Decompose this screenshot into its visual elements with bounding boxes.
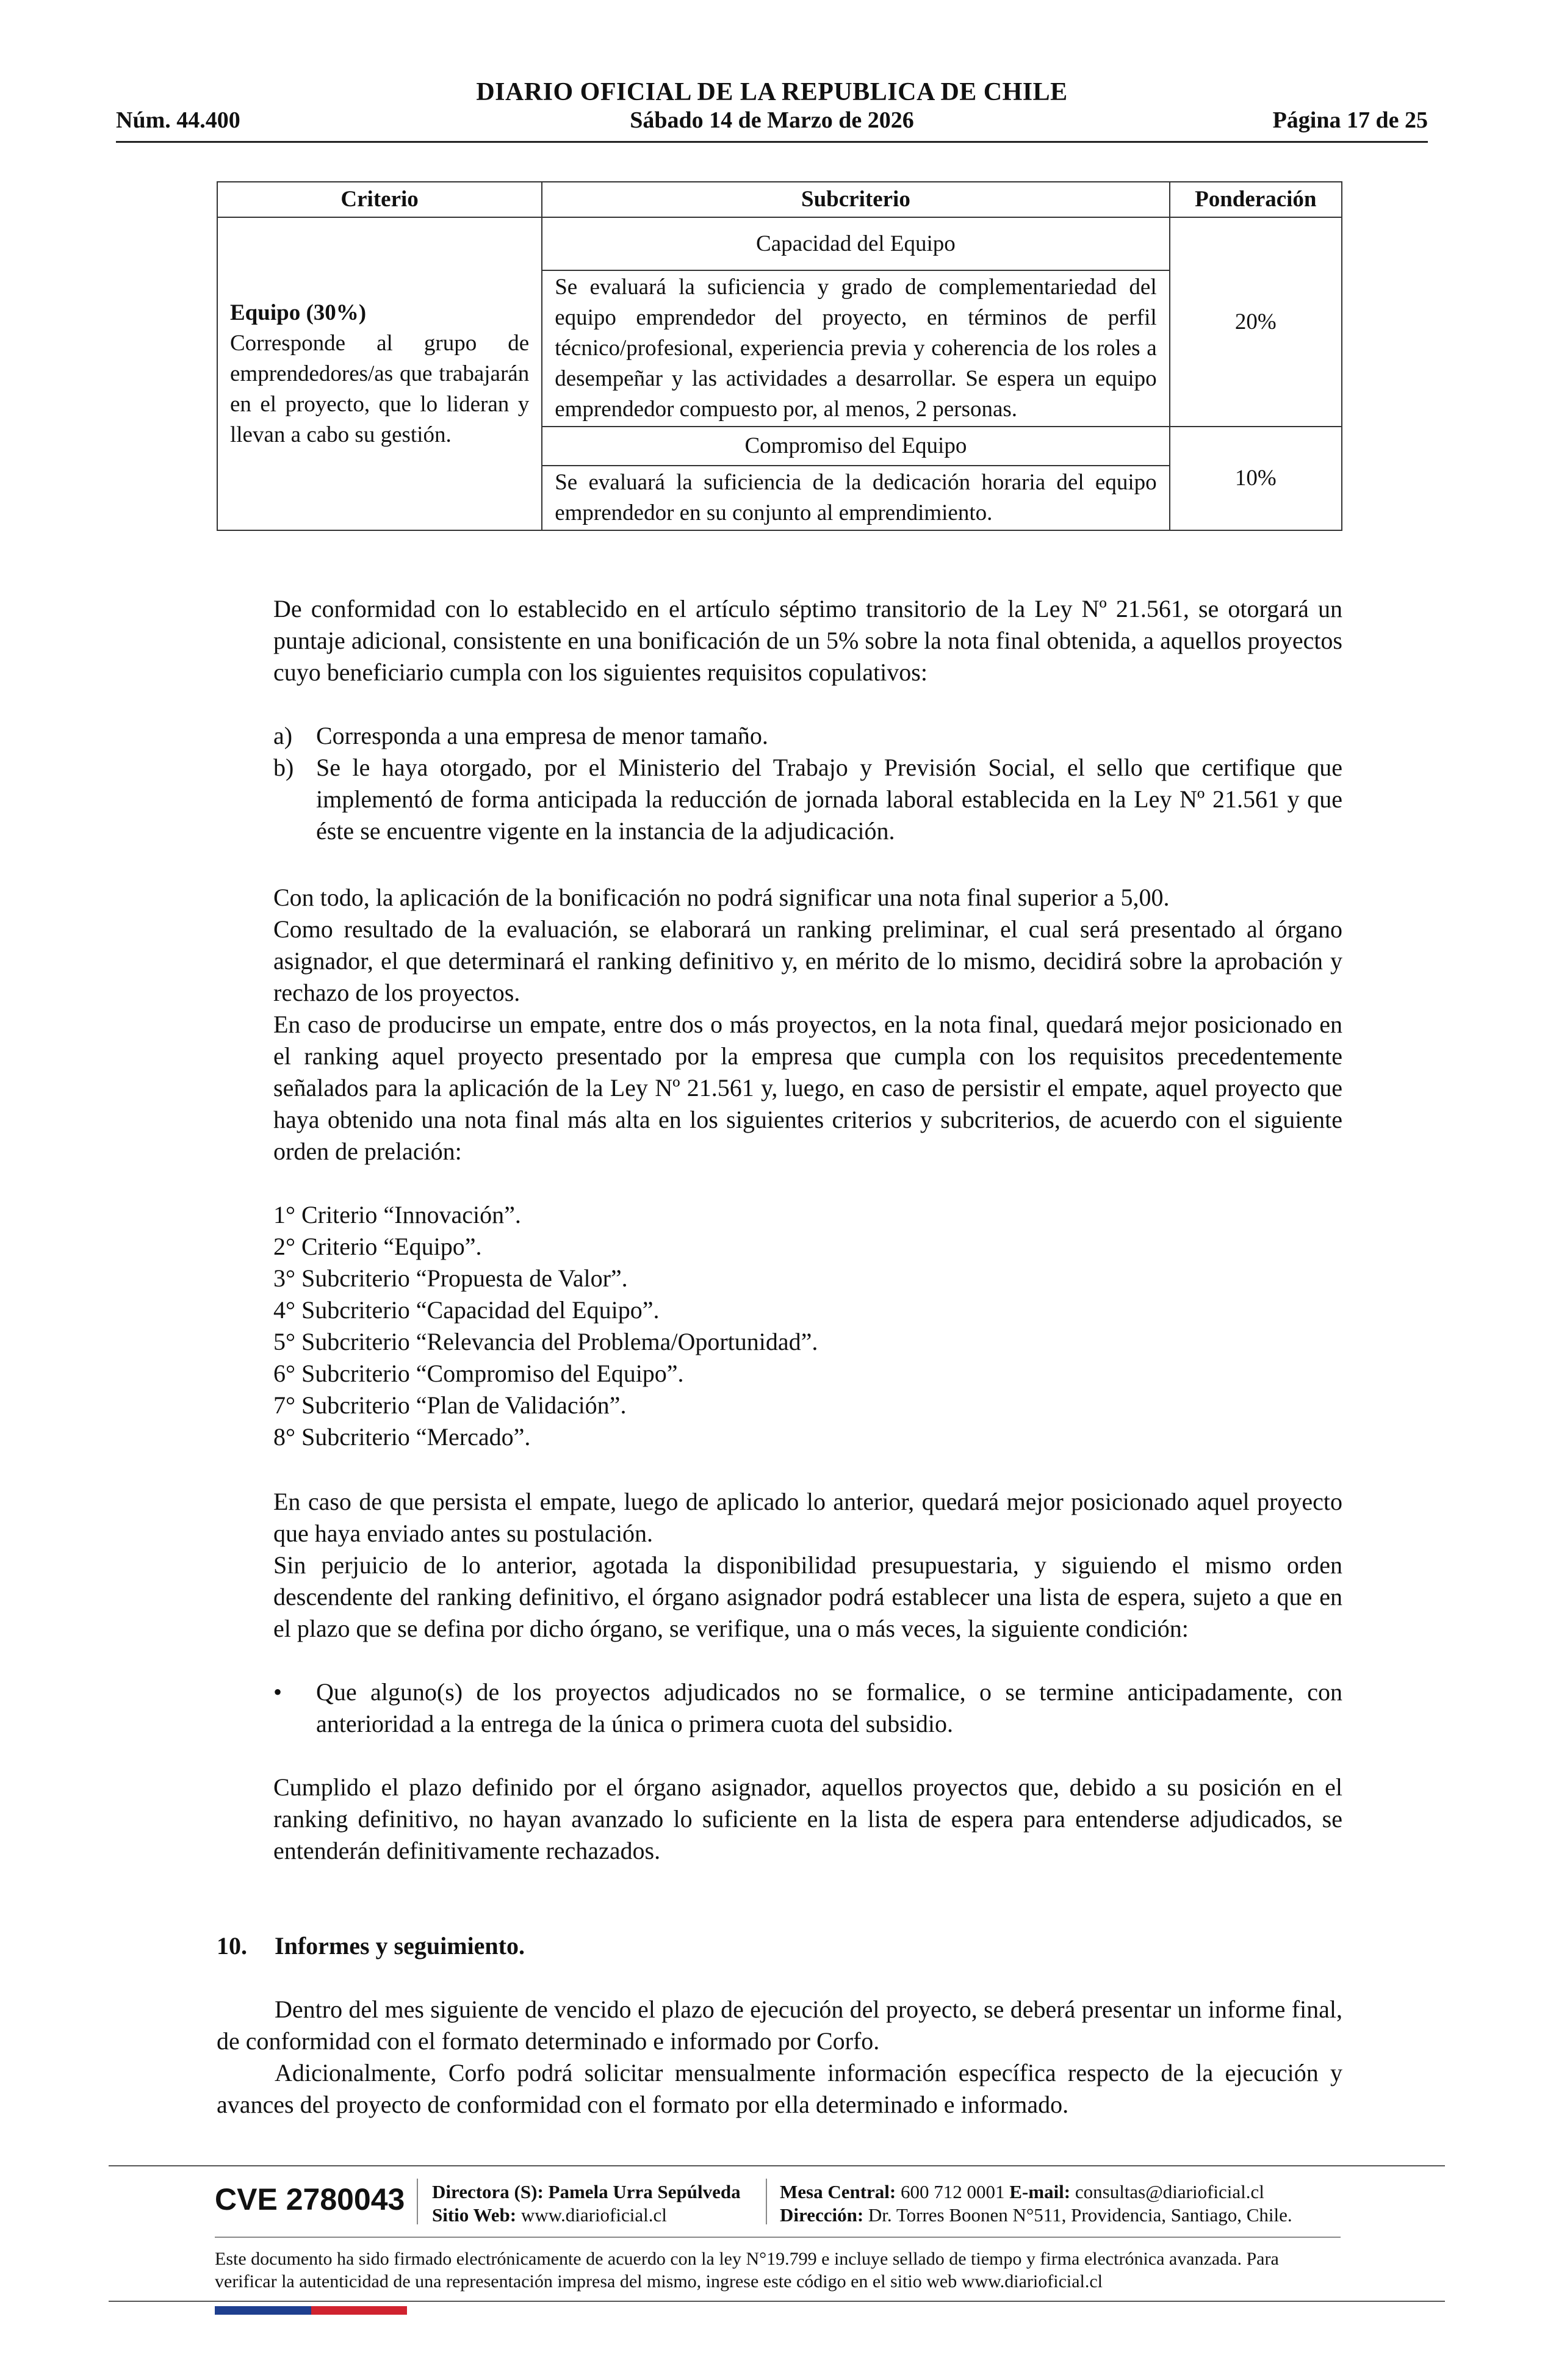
- list-marker: a): [273, 722, 293, 749]
- website-link[interactable]: www.diarioficial.cl: [520, 2204, 667, 2226]
- page-number: Página 17 de 25: [1272, 107, 1428, 133]
- list-item: 3° Subcriterio “Propuesta de Valor”.: [273, 1264, 628, 1292]
- table-row: [217, 217, 1342, 270]
- footer-director-block: [432, 2180, 741, 2227]
- address-text: Dr. Torres Boonen N°511, Providencia, Santiago, Chile.: [868, 2204, 1292, 2226]
- criteria-table: [217, 181, 1342, 531]
- list-item-text: Se le haya otorgado, por el Ministerio del Trabajo y Previsión Social, el sello que certifique que implementó de forma anticipada la reducción de jornada laboral establecida en la Ley Nº 21.561 y que éste se encuentre vigente en la instancia de la adjudicación.: [316, 754, 1342, 845]
- subcriterion-title-capacidad: Capacidad del Equipo: [542, 217, 1169, 270]
- paragraph-ranking: Como resultado de la evaluación, se elaborará un ranking preliminar, el cual será presentado al órgano asignador, el que determinará el ranking definitivo y, en mérito de lo mismo, decidirá sobre la aprobación y rechazo de los proyectos.: [273, 915, 1342, 1006]
- paragraph-empate: En caso de producirse un empate, entre dos o más proyectos, en la nota final, quedará mejor posicionado en el ranking aquel proyecto presentado por la empresa que cumpla con los requisitos precedentemente señalados para la aplicación de la Ley Nº 21.561 y, luego, en caso de persistir el empate, aquel proyecto que haya obtenido una nota final más alta en los siguientes criterios y subcriterios, de acuerdo con el siguiente orden de prelación:: [273, 1011, 1342, 1165]
- list-item: 1° Criterio “Innovación”.: [273, 1201, 521, 1228]
- email-link[interactable]: consultas@diarioficial.cl: [1075, 2181, 1264, 2202]
- prelacion-list: [273, 1199, 1342, 1453]
- footer-divider: [109, 2165, 1445, 2166]
- weight-capacidad: 20%: [1170, 217, 1342, 427]
- section-body: [217, 1994, 1342, 2121]
- phone-label: Mesa Central:: [780, 2181, 896, 2202]
- column-header-ponderacion: Ponderación: [1170, 182, 1342, 217]
- flag-blue-segment: [215, 2306, 311, 2315]
- list-item: 4° Subcriterio “Capacidad del Equipo”.: [273, 1296, 660, 1324]
- list-item: 2° Criterio “Equipo”.: [273, 1233, 482, 1260]
- list-item: 5° Subcriterio “Relevancia del Problema/Oportunidad”.: [273, 1328, 818, 1355]
- page-header: [116, 76, 1428, 143]
- subcriterion-title-compromiso: Compromiso del Equipo: [542, 427, 1169, 466]
- list-item-text: Corresponda a una empresa de menor tamaño.: [316, 722, 768, 749]
- phone-number: 600 712 0001: [901, 2181, 1005, 2202]
- bullet-marker: •: [273, 1678, 283, 1706]
- director-label: Directora (S):: [432, 2181, 544, 2202]
- body-block-2: [273, 882, 1342, 1167]
- bullet-item: [273, 1676, 1342, 1740]
- footer-separator: [417, 2179, 418, 2224]
- address-label: Dirección:: [780, 2204, 864, 2226]
- list-item: 7° Subcriterio “Plan de Validación”.: [273, 1391, 627, 1419]
- subcriterion-description-capacidad: Se evaluará la suficiencia y grado de complementariedad del equipo emprendedor del proyecto, en términos de perfil técnico/profesional, experiencia previa y coherencia de los roles a desempeñar y las actividades a desarrollar. Se espera un equipo emprendedor compuesto por, al menos, 2 personas.: [542, 270, 1169, 427]
- header-divider: [116, 141, 1428, 143]
- list-item-b: [273, 752, 1342, 847]
- section-heading: [217, 1931, 525, 1960]
- weight-compromiso: 10%: [1170, 427, 1342, 530]
- criterion-cell: [217, 217, 542, 530]
- footer-bottom-divider: [109, 2301, 1445, 2302]
- footer-contact-block: [780, 2180, 1292, 2227]
- cve-code: CVE 2780043: [215, 2182, 405, 2216]
- paragraph-nota-maxima: Con todo, la aplicación de la bonificación no podrá significar una nota final superior a 5,00.: [273, 884, 1170, 911]
- footer-inner-divider: [215, 2237, 1341, 2238]
- paragraph-rechazo: Cumplido el plazo definido por el órgano asignador, aquellos proyectos que, debido a su posición en el ranking definitivo, no hayan avanzado lo suficiente en la lista de espera para entenderse adjudicados, se entenderán definitivamente rechazados.: [273, 1773, 1342, 1864]
- section-number: 10.: [217, 1932, 247, 1960]
- list-marker: b): [273, 754, 294, 781]
- paragraph-informacion-mensual: Adicionalmente, Corfo podrá solicitar mensualmente información específica respecto de la ejecución y avances del proyecto de conformidad con el formato por ella determinado e informado.: [217, 2059, 1342, 2118]
- paragraph-bonificacion: De conformidad con lo establecido en el artículo séptimo transitorio de la Ley Nº 21.561, se otorgará un puntaje adicional, consistente en una bonificación de un 5% sobre la nota final obtenida, a aquellos proyectos cuyo beneficiario cumpla con los siguientes requisitos copulativos:: [273, 595, 1342, 686]
- website-label: Sitio Web:: [432, 2204, 517, 2226]
- legal-notice: Este documento ha sido firmado electrónicamente de acuerdo con la ley N°19.799 e incluye sellado de tiempo y firma electrónica avanzada. Para verificar la autenticidad de una representación impresa del mismo, ingrese este código en el sitio web www.diarioficial.cl: [215, 2249, 1279, 2292]
- criterion-title: Equipo (30%): [230, 300, 367, 325]
- body-block-3: [273, 1486, 1342, 1867]
- table-header-row: [217, 182, 1342, 217]
- paragraph-informe-final: Dentro del mes siguiente de vencido el plazo de ejecución del proyecto, se deberá presentar un informe final, de conformidad con el formato determinado e informado por Corfo.: [217, 1996, 1342, 2055]
- director-name: Pamela Urra Sepúlveda: [548, 2181, 741, 2202]
- bullet-text: Que alguno(s) de los proyectos adjudicados no se formalice, o se termine anticipadamente, con anterioridad a la entrega de la única o primera cuota del subsidio.: [316, 1678, 1342, 1737]
- section-title: Informes y seguimiento.: [275, 1932, 525, 1960]
- footer-separator: [766, 2179, 767, 2224]
- subcriterion-description-compromiso: Se evaluará la suficiencia de la dedicación horaria del equipo emprendedor en su conjunto al emprendimiento.: [542, 466, 1169, 530]
- column-header-criterio: Criterio: [217, 182, 542, 217]
- column-header-subcriterio: Subcriterio: [542, 182, 1169, 217]
- email-label: E-mail:: [1009, 2181, 1071, 2202]
- issue-number: Núm. 44.400: [116, 107, 240, 133]
- body-block-1: [273, 593, 1342, 847]
- list-item: 6° Subcriterio “Compromiso del Equipo”.: [273, 1360, 684, 1387]
- paragraph-lista-espera: Sin perjuicio de lo anterior, agotada la disponibilidad presupuestaria, y siguiendo el mismo orden descendente del ranking definitivo, el órgano asignador podrá establecer una lista de espera, sujeto a que en el plazo que se defina por dicho órgano, se verifique, una o más veces, la siguiente condición:: [273, 1551, 1342, 1642]
- list-item: 8° Subcriterio “Mercado”.: [273, 1423, 531, 1451]
- flag-stripe: [215, 2306, 407, 2315]
- issue-date: Sábado 14 de Marzo de 2026: [630, 107, 914, 133]
- criterion-description: Corresponde al grupo de emprendedores/as que trabajarán en el proyecto, que lo lideran y llevan a cabo su gestión.: [230, 330, 530, 447]
- flag-red-segment: [311, 2306, 407, 2315]
- paragraph-persistencia: En caso de que persista el empate, luego de aplicado lo anterior, quedará mejor posicionado aquel proyecto que haya enviado antes su postulación.: [273, 1488, 1342, 1547]
- list-item-a: [273, 720, 1342, 752]
- publication-title: DIARIO OFICIAL DE LA REPUBLICA DE CHILE: [476, 78, 1068, 106]
